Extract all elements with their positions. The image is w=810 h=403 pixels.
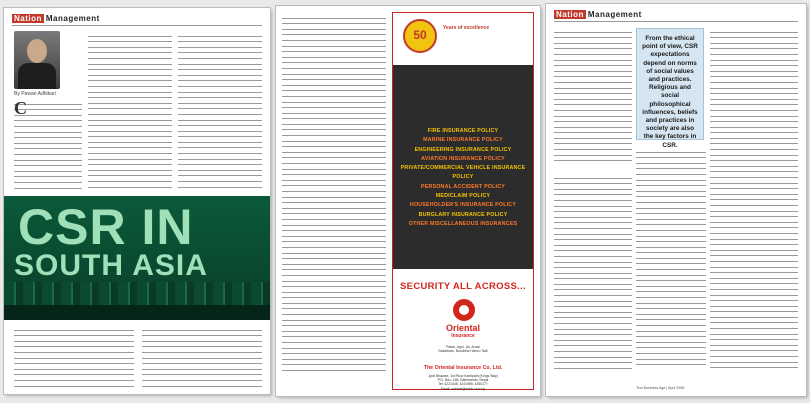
right-page [546,4,806,396]
body-text-column-6 [282,14,386,386]
header-rule [12,25,262,26]
section-label-nation: Nation [14,14,42,23]
brand-name: Oriental [445,323,480,333]
headline-line-1: CSR IN [18,199,194,255]
body-text-column-4 [14,326,134,388]
policy-item: PERSONAL ACCIDENT POLICY [421,183,505,190]
section-header [554,10,642,19]
drop-cap: C [14,98,27,118]
body-text-column-3 [178,32,262,194]
section-label-nation: Nation [556,10,584,19]
policy-item: PRIVATE/COMMERCIAL VEHICLE INSURANCE POLICY [400,165,526,181]
body-text-column-10 [636,148,706,380]
city-skyline-image [4,282,270,320]
policy-item: OTHER MISCELLANEOUS INSURANCES [408,220,518,227]
section-label-management: Management [45,14,100,23]
author-photo [14,31,60,89]
section-header [12,14,100,23]
anniversary-badge: 50 [403,19,437,53]
body-text-column-7 [554,28,632,168]
byline: By Pawan Adhikari [14,91,56,97]
pull-quote: From the ethical point of view, CSR expectations depend on norms of social values and practices. Religious and social philosophical influences, beliefs and practices in society are also the key factors in CSR. [636,28,704,140]
body-text-column-1 [14,100,82,192]
policy-item: MARINE INSURANCE POLICY [423,137,503,144]
left-page [4,8,270,394]
policy-item: FIRE INSURANCE POLICY [427,128,499,134]
company-name: The Oriental Insurance Co. Ltd. [423,365,503,371]
headline-banner [4,196,270,320]
page-footer: Text Business Age | April 2008 [636,386,685,390]
body-text-column-5 [142,326,262,388]
brand-sub: Insurance [451,333,475,339]
security-slogan: SECURITY ALL ACROSS... [400,281,526,292]
oriental-logo-icon [453,299,475,321]
headline-line-2: SOUTH ASIA [14,249,208,282]
middle-page [276,6,540,396]
ad-tagline: Years of excellence [443,25,490,31]
oriental-insurance-ad [392,12,534,390]
policy-item: HOUSEHOLDER'S INSURANCE POLICY [409,202,517,209]
policy-item: ENGINEERING INSURANCE POLICY [414,146,512,153]
body-text-column-2 [88,32,172,194]
policy-item: MEDICLAIM POLICY [435,193,491,200]
section-label-management: Management [587,10,642,19]
policy-list [393,127,533,229]
company-contact: Jyoti Bhawan, 1st Floor Kantipath (Kings Way) P.O. Box: 165, Kathmandu, Nepal Tel: 4221448, 4241985, 4250177 Email: oriental@wlink.com.np [428,374,498,391]
brand-address: Patan, Agni, Jai, Aruwi Satdobato, Bouddha Hamro Tatti [438,345,488,354]
body-text-column-8 [710,28,798,384]
policy-item: AVIATION INSURANCE POLICY [421,155,505,162]
header-rule [554,21,798,22]
body-text-column-9 [554,174,632,380]
policy-item: BURGLARY INSURANCE POLICY [418,211,508,218]
